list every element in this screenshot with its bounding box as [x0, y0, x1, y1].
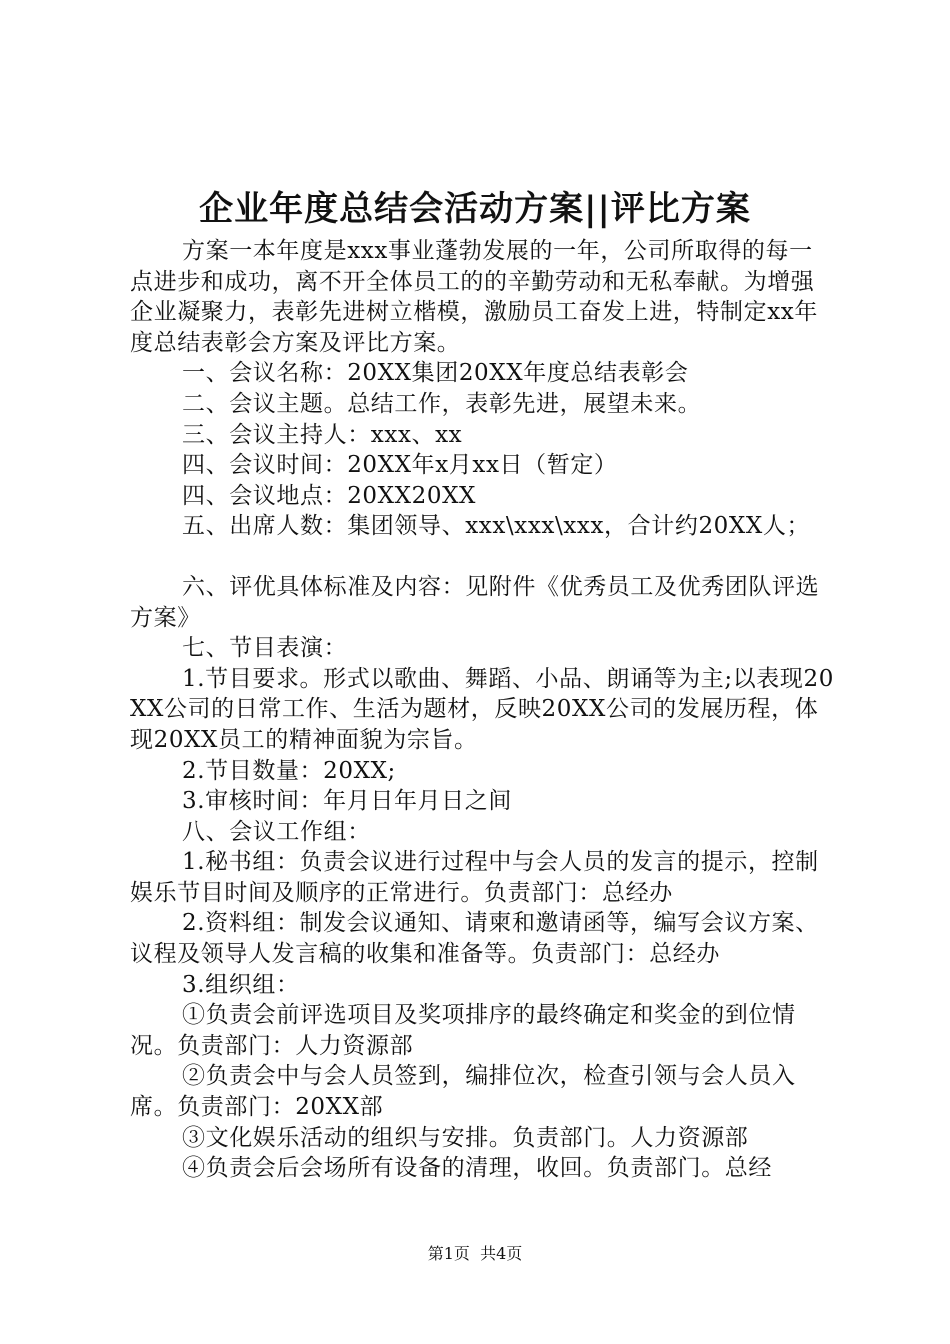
materials-group: 2.资料组：制发会议通知、请柬和邀请函等，编写会议方案、议程及领导人发言稿的收集和准备等。负责部门：总经办: [130, 910, 819, 968]
meeting-host-line: 三、会议主持人：xxx、xx: [182, 421, 463, 448]
secretary-group: 1.秘书组：负责会议进行过程中与会人员的发言的提示，控制娱乐节目时间及顺序的正常进行。负责部门：总经办: [130, 849, 819, 906]
work-group-heading: 八、会议工作组：: [182, 818, 371, 845]
page-footer: 第1页 共4页: [427, 1244, 523, 1263]
organization-item-2: ②负责会中与会人员签到，编排位次，检查引领与会人员入席。负责部门：20XX部: [130, 1063, 796, 1121]
review-time: 3.审核时间：年月日年月日之间: [182, 788, 512, 815]
organization-item-1: ①负责会前评选项目及奖项排序的最终确定和奖金的到位情况。负责部门：人力资源部: [130, 1002, 796, 1059]
organization-group-heading: 3.组织组：: [182, 971, 300, 998]
document-body: [130, 236, 835, 1184]
document-title: 企业年度总结会活动方案||评比方案: [199, 189, 751, 229]
blank-line: [130, 542, 835, 572]
performance-heading: 七、节目表演：: [182, 635, 348, 662]
organization-item-3: ③文化娱乐活动的组织与安排。负责部门。人力资源部: [182, 1124, 749, 1151]
meeting-theme-line: 二、会议主题。总结工作，表彰先进，展望未来。: [182, 390, 702, 417]
intro-paragraph: 方案一本年度是xxx事业蓬勃发展的一年，公司所取得的每一点进步和成功，离不开全体员工的的辛勤劳动和无私奉献。为增强企业凝聚力，表彰先进树立楷模，激励员工奋发上进，特制定xx年度总结表彰会方案及评比方案。: [130, 238, 818, 356]
organization-item-4: ④负责会后会场所有设备的清理，收回。负责部门。总经: [182, 1155, 772, 1182]
meeting-name-line: 一、会议名称：20XX集团20XX年度总结表彰会: [182, 360, 689, 387]
performance-requirements: 1.节目要求。形式以歌曲、舞蹈、小品、朗诵等为主;以表现20XX公司的日常工作、生活为题材，反映20XX公司的发展历程，体现20XX员工的精神面貌为宗旨。: [130, 665, 834, 753]
meeting-time-line: 四、会议时间：20XX年x月xx日（暂定）: [182, 452, 618, 479]
performance-count: 2.节目数量：20XX;: [182, 757, 396, 784]
attendance-line: 五、出席人数：集团领导、xxx\xxx\xxx，合计约20XX人；: [182, 513, 811, 540]
evaluation-criteria-line: 六、评优具体标准及内容：见附件《优秀员工及优秀团队评选方案》: [130, 573, 820, 631]
meeting-location-line: 四、会议地点：20XX20XX: [182, 482, 477, 509]
